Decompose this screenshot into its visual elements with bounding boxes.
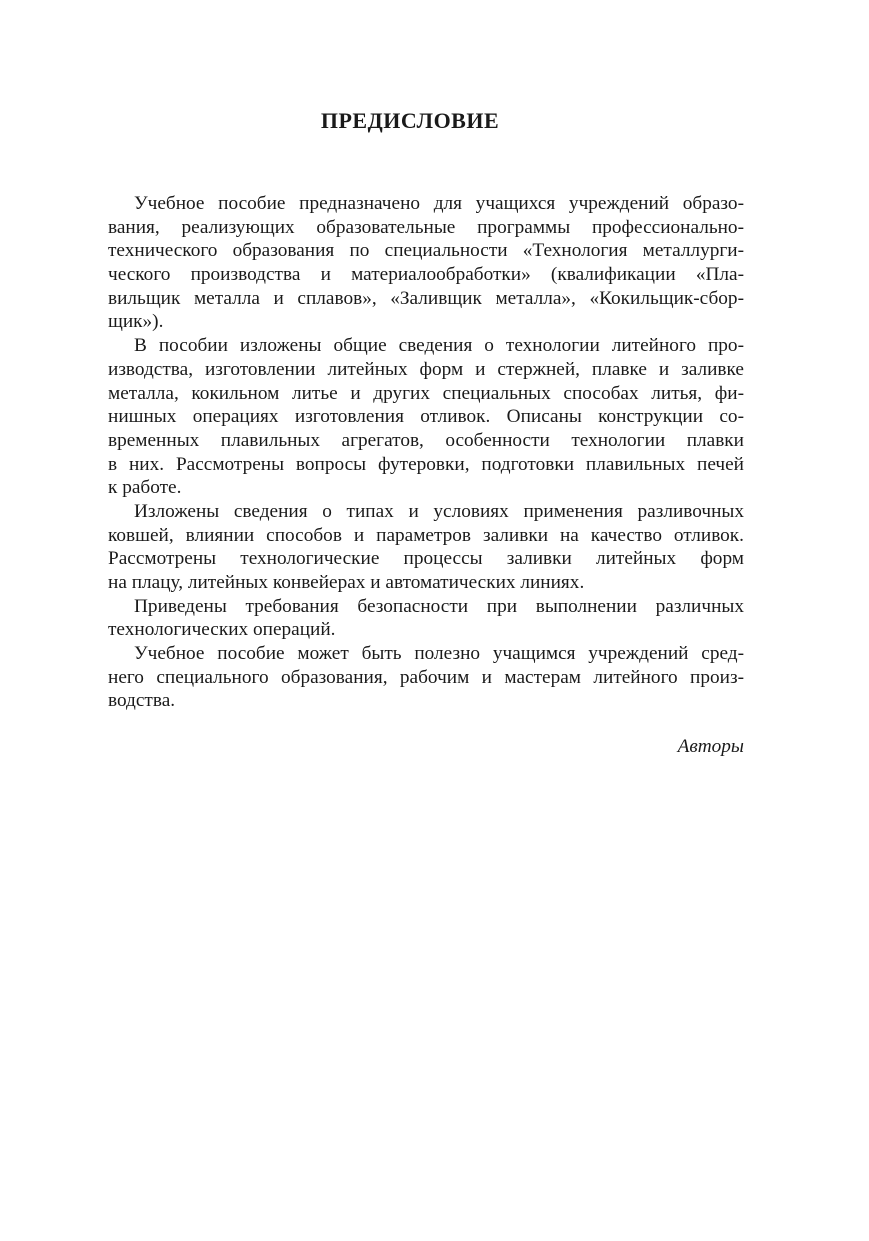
text-line: Учебное пособие предназначено для учащихся учреждений образо- xyxy=(134,193,744,214)
text-line: к работе. xyxy=(108,477,182,499)
text-line: ческого производства и материалообработки» (квалификации «Пла- xyxy=(108,264,744,286)
text-line: металла, кокильном литье и других специальных способах литья, фи- xyxy=(108,382,744,404)
paragraph xyxy=(108,642,744,713)
text-line: технического образования по специальности «Технология металлурги- xyxy=(108,240,744,262)
text-line: на плацу, литейных конвейерах и автоматических линиях. xyxy=(108,572,585,593)
text-line: Изложены сведения о типах и условиях применения разливочных xyxy=(134,500,744,522)
text-line: водства. xyxy=(108,690,176,712)
signature: Авторы xyxy=(677,736,744,757)
paragraph xyxy=(108,334,744,500)
paragraph xyxy=(108,192,744,334)
text-line: Учебное пособие может быть полезно учащимся учреждений сред- xyxy=(134,643,744,665)
text-line: в них. Рассмотрены вопросы футеровки, подготовки плавильных печей xyxy=(108,453,744,475)
text-line: Рассмотрены технологические процессы заливки литейных форм xyxy=(108,548,744,570)
text-line: вания, реализующих образовательные программы профессионально- xyxy=(108,216,744,238)
text-line: изводства, изготовлении литейных форм и стержней, плавке и заливке xyxy=(108,358,744,380)
text-line: нишных операциях изготовления отливок. Описаны конструкции со- xyxy=(108,406,744,428)
text-line: временных плавильных агрегатов, особенности технологии плавки xyxy=(108,429,744,451)
text-line: Приведены требования безопасности при выполнении различных xyxy=(134,595,744,617)
text-line: щик»). xyxy=(108,311,164,333)
text-line: В пособии изложены общие сведения о технологии литейного про- xyxy=(134,335,744,357)
paragraph xyxy=(108,500,744,595)
text-line: него специального образования, рабочим и мастерам литейного произ- xyxy=(108,666,744,688)
text-line: вильщик металла и сплавов», «Заливщик металла», «Кокильщик-сбор- xyxy=(108,287,744,309)
text-line: технологических операций. xyxy=(108,619,336,641)
preface-body xyxy=(108,192,744,713)
paragraph xyxy=(108,595,744,642)
page-title: ПРЕДИСЛОВИЕ xyxy=(320,108,500,133)
text-line: ковшей, влиянии способов и параметров заливки на качество отливок. xyxy=(108,524,744,546)
